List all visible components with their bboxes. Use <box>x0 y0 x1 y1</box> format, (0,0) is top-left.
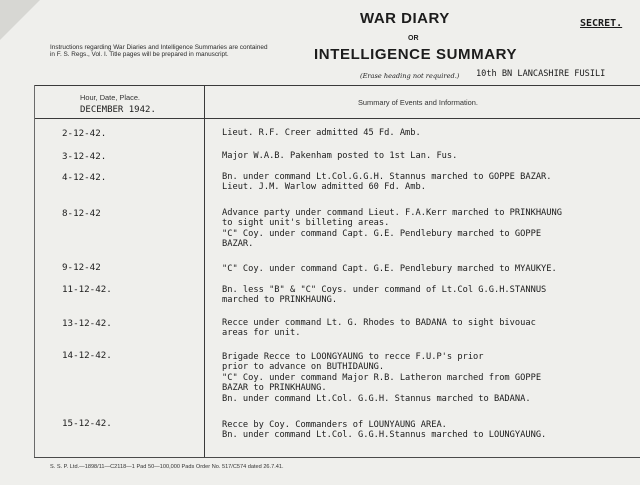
entry-text: Recce under command Lt. G. Rhodes to BADANA to sight bivouac areas for unit. <box>222 318 536 339</box>
month-label: DECEMBER 1942. <box>80 105 156 115</box>
entry-text: Recce by Coy. Commanders of LOUNYAUNG AREA. Bn. under command Lt.Col. G.G.H.Stannus marched to LOUNGYAUNG. <box>222 420 547 441</box>
folded-corner <box>0 0 40 40</box>
entry-text: Brigade Recce to LOONGYAUNG to recce F.U.P's prior prior to advance on BUTHIDAUNG. "C" Coy. under command Major R.B. Latheron marched from GOPPE BAZAR to PRINKHAUNG. Bn. under command Lt.Col. G.G.H. Stannus marched to BADANA. <box>222 352 542 404</box>
entry-date: 11-12-42. <box>62 284 112 295</box>
entry-date: 13-12-42. <box>62 318 112 329</box>
erase-heading-note: (Erase heading not required.) <box>360 72 460 80</box>
instructions-note: Instructions regarding War Diaries and Intelligence Summaries are contained in F. S. Regs., Vol. I. Title pages will be prepared in manuscript. <box>50 44 268 59</box>
column-divider <box>204 85 205 457</box>
entry-text: Lieut. R.F. Creer admitted 45 Fd. Amb. <box>222 128 421 138</box>
unit-name: 10th BN LANCASHIRE FUSILI <box>476 69 606 79</box>
entry-text: Bn. under command Lt.Col.G.G.H. Stannus marched to GOPPE BAZAR. Lieut. J.M. Warlow admitted 60 Fd. Amb. <box>222 172 552 193</box>
summary-column-header: Summary of Events and Information. <box>358 98 478 107</box>
date-column-header: Hour, Date, Place. <box>80 93 140 102</box>
table-top-rule <box>34 85 640 86</box>
entry-date: 4-12-42. <box>62 172 107 183</box>
entry-date: 9-12-42 <box>62 262 101 273</box>
entry-date: 2-12-42. <box>62 128 107 139</box>
title-or: OR <box>408 35 419 42</box>
table-header-rule <box>34 118 640 119</box>
title-war-diary: WAR DIARY <box>360 10 450 27</box>
entry-text: "C" Coy. under command Capt. G.E. Pendlebury marched to MYAUKYE. <box>222 264 557 274</box>
printer-imprint: S. S. P. Ltd.—1898/11—C2118—1 Pad 50—100,000 Pads Order No. 517/C574 dated 26.7.41. <box>50 464 284 470</box>
entry-date: 14-12-42. <box>62 350 112 361</box>
classification-stamp: SECRET. <box>580 18 623 29</box>
entry-text: Major W.A.B. Pakenham posted to 1st Lan. Fus. <box>222 151 458 161</box>
entry-date: 3-12-42. <box>62 151 107 162</box>
table-bottom-rule <box>34 457 640 458</box>
title-intelligence-summary: INTELLIGENCE SUMMARY <box>314 46 518 63</box>
entry-date: 8-12-42 <box>62 208 101 219</box>
entry-text: Advance party under command Lieut. F.A.Kerr marched to PRINKHAUNG to sight unit's billeting areas. "C" Coy. under command Capt. G.E. Pendlebury marched to GOPPE BAZAR. <box>222 208 562 250</box>
entry-date: 15-12-42. <box>62 418 112 429</box>
table-left-rule <box>34 85 35 457</box>
entry-text: Bn. less "B" & "C" Coys. under command of Lt.Col G.G.H.STANNUS marched to PRINKHAUNG. <box>222 285 547 306</box>
